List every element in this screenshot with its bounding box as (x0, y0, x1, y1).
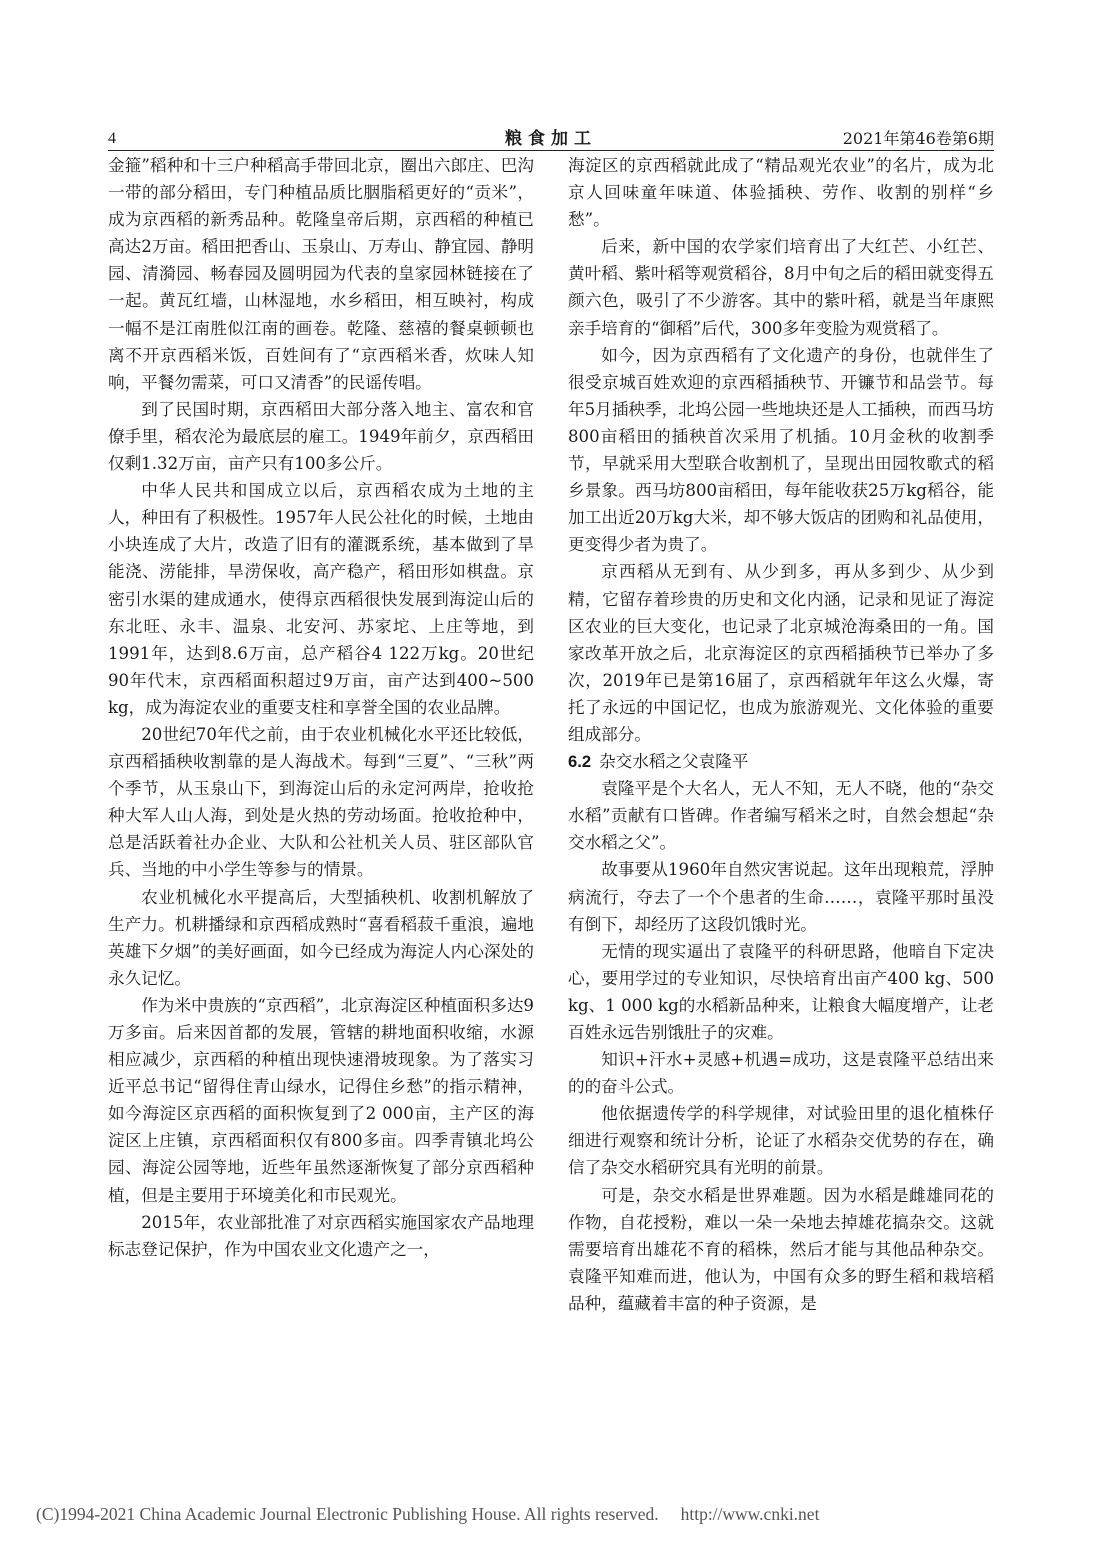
left-column (108, 152, 534, 1452)
paragraph: 金箍”稻种和十三户种稻高手带回北京，圈出六郎庄、巴沟一带的部分稻田，专门种植品质比胭脂稻更好的“贡米”，成为京西稻的新秀品种。乾隆皇帝后期，京西稻的种植已高达2万亩。稻田把香山、玉泉山、万寿山、静宜园、静明园、清漪园、畅春园及圆明园为代表的皇家园林链接在了一起。黄瓦红墙，山林湿地，水乡稻田，相互映衬，构成一幅不是江南胜似江南的画卷。乾隆、慈禧的餐桌顿顿也离不开京西稻米饭，百姓间有了“京西稻米香，炊味人知响，平餐勿需菜，可口又清香”的民谣传唱。 (108, 156, 534, 392)
issue-info: 2021年第46卷第6期 (842, 129, 994, 148)
paragraph: 农业机械化水平提高后，大型插秧机、收割机解放了生产力。机耕播绿和京西稻成熟时“喜看稻菽千重浪，遍地英雄下夕烟”的美好画面，如今已经成为海淀人内心深处的永久记忆。 (108, 887, 534, 988)
running-header (108, 128, 994, 151)
paragraph: 到了民国时期，京西稻田大部分落入地主、富农和官僚手里，稻农沦为最底层的雇工。1949年前夕，京西稻田仅剩1.32万亩，亩产只有100多公斤。 (108, 399, 534, 474)
section-number: 6.2 (568, 752, 592, 772)
paragraph: 他依据遗传学的科学规律，对试验田里的退化植株仔细进行观察和统计分析，论证了水稻杂交优势的存在，确信了杂交水稻研究具有光明的前景。 (568, 1104, 994, 1178)
paragraph: 中华人民共和国成立以后，京西稻农成为土地的主人，种田有了积极性。1957年人民公社化的时候，土地由小块连成了大片，改造了旧有的灌溉系统，基本做到了旱能浇、涝能排，旱涝保收，高产稳产，稻田形如棋盘。京密引水渠的建成通水，使得京西稻很快发展到海淀山后的东北旺、永丰、温泉、北安河、苏家坨、上庄等地，到1991年，达到8.6万亩，总产稻谷4 122万kg。20世纪90年代末，京西稻面积超过9万亩，亩产达到400~500 kg，成为海淀农业的重要支柱和享誉全国的农业品牌。 (108, 481, 534, 717)
paragraph: 知识+汗水+灵感+机遇=成功，这是袁隆平总结出来的的奋斗公式。 (568, 1050, 994, 1097)
copyright-text: (C)1994-2021 China Academic Journal Electronic Publishing House. All rights reserved. (36, 1504, 659, 1524)
section-heading (568, 748, 994, 775)
body-columns (108, 152, 994, 1452)
paragraph: 海淀区的京西稻就此成了“精品观光农业”的名片，成为北京人回味童年味道、体验插秧、劳作、收割的别样“乡愁”。 (568, 156, 994, 230)
paragraph: 京西稻从无到有、从少到多，再从多到少、从少到精，它留存着珍贵的历史和文化内涵，记录和见证了海淀区农业的巨大变化，也记录了北京城沧海桑田的一角。国家改革开放之后，北京海淀区的京西稻插秧节已举办了多次，2019年已是第16届了，京西稻就年年这么火爆，寄托了永远的中国记忆，也成为旅游观光、文化体验的重要组成部分。 (568, 562, 994, 744)
paragraph: 后来，新中国的农学家们培育出了大红芒、小红芒、黄叶稻、紫叶稻等观赏稻谷，8月中旬之后的稻田就变得五颜六色，吸引了不少游客。其中的紫叶稻，就是当年康熙亲手培育的“御稻”后代，300多年变脸为观赏稻了。 (568, 237, 994, 338)
paragraph: 2015年，农业部批准了对京西稻实施国家农产品地理标志登记保护，作为中国农业文化遗产之一， (108, 1212, 534, 1259)
copyright-footer (36, 1504, 1076, 1525)
paragraph: 如今，因为京西稻有了文化遗产的身份，也就伴生了很受京城百姓欢迎的京西稻插秧节、开镰节和品尝节。每年5月插秧季，北坞公园一些地块还是人工插秧，而西马坊800亩稻田的插秧首次采用了机插。10月金秋的收割季节，早就采用大型联合收割机了，呈现出田园牧歌式的稻乡景象。西马坊800亩稻田，每年能收获25万kg稻谷，能加工出近20万kg大米，却不够大饭店的团购和礼品使用，更变得少者为贵了。 (568, 345, 994, 555)
paragraph: 可是，杂交水稻是世界难题。因为水稻是雌雄同花的作物，自花授粉，难以一朵一朵地去掉雄花搞杂交。这就需要培育出雄花不育的稻株，然后才能与其他品种杂交。袁隆平知难而进，他认为，中国有众多的野生稻和栽培稻品种，蕴藏着丰富的种子资源，是 (568, 1185, 994, 1313)
paragraph: 20世纪70年代之前，由于农业机械化水平还比较低，京西稻插秧收割靠的是人海战术。每到“三夏”、“三秋”两个季节，从玉泉山下，到海淀山后的永定河两岸，抢收抢种大军人山人海，到处是火热的劳动场面。抢收抢种中，总是活跃着社办企业、大队和公社机关人员、驻区部队官兵、当地的中小学生等参与的情景。 (108, 724, 534, 880)
journal-title: 粮食加工 (505, 129, 597, 149)
cnki-link[interactable]: http://www.cnki.net (680, 1504, 820, 1524)
section-title: 杂交水稻之父袁隆平 (599, 752, 749, 772)
page-number: 4 (108, 130, 116, 147)
right-column (568, 152, 994, 1452)
paragraph: 无情的现实逼出了袁隆平的科研思路，他暗自下定决心，要用学过的专业知识，尽快培育出亩产400 kg、500 kg、1 000 kg的水稻新品种来，让粮食大幅度增产，让老百姓永远告别饿肚子的灾难。 (568, 941, 994, 1042)
paragraph: 故事要从1960年自然灾害说起。这年出现粮荒，浮肿病流行，夺去了一个个患者的生命……，袁隆平那时虽没有倒下，却经历了这段饥饿时光。 (568, 860, 994, 934)
paragraph: 袁隆平是个大名人，无人不知，无人不晓，他的“杂交水稻”贡献有口皆碑。作者编写稻米之时，自然会想起“杂交水稻之父”。 (568, 779, 994, 853)
paragraph: 作为米中贵族的“京西稻”，北京海淀区种植面积多达9万多亩。后来因首都的发展，管辖的耕地面积收缩，水源相应减少，京西稻的种植出现快速滑坡现象。为了落实习近平总书记“留得住青山绿水，记得住乡愁”的指示精神，如今海淀区京西稻的面积恢复到了2 000亩，主产区的海淀区上庄镇，京西稻面积仅有800多亩。四季青镇北坞公园、海淀公园等地，近些年虽然逐渐恢复了部分京西稻种植，但是主要用于环境美化和市民观光。 (108, 995, 534, 1205)
